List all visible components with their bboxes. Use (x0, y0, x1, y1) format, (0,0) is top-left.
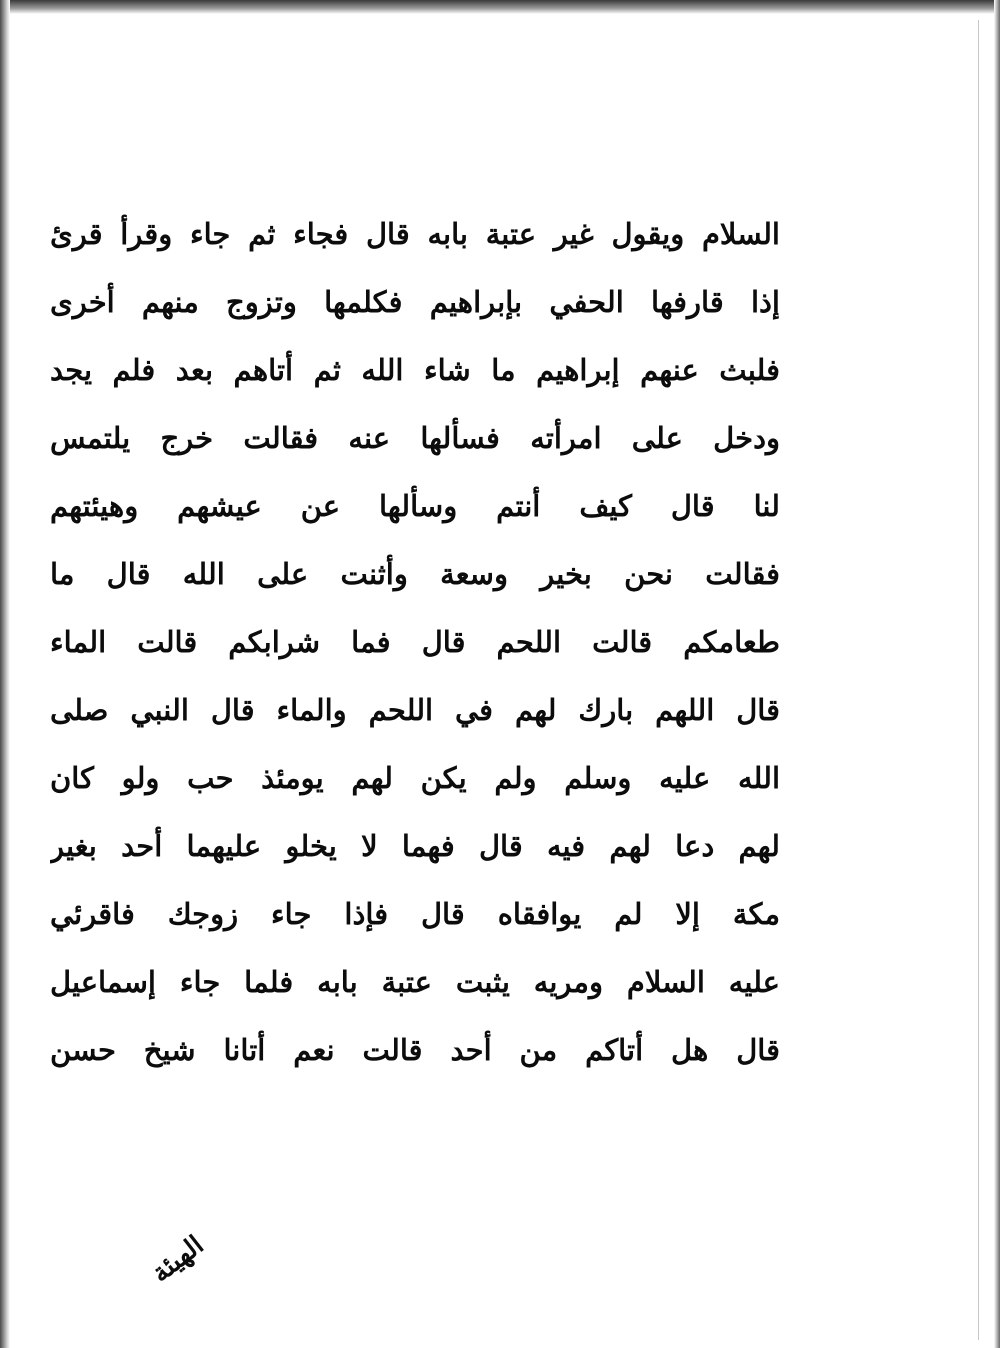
manuscript-line-5: لنا قال كيف أنتم وسألها عن عيشهم وهيئتهم (50, 489, 780, 523)
manuscript-line-9: الله عليه وسلم ولم يكن لهم يومئذ حب ولو كان (50, 761, 780, 795)
manuscript-line-10: لهم دعا لهم فيه قال فهما لا يخلو عليهما أحد بغير (50, 829, 780, 863)
manuscript-line-11: مكة إلا لم يوافقاه قال فإذا جاء زوجك فاقرئي (50, 897, 780, 931)
manuscript-line-2: إذا قارفها الحفي بإبراهيم فكلمها وتزوج منهم أخرى (50, 285, 780, 319)
scan-right-edge (994, 0, 1000, 1348)
manuscript-line-6: فقالت نحن بخير وسعة وأثنت على الله قال ما (50, 557, 780, 591)
manuscript-line-8: قال اللهم بارك لهم في اللحم والماء قال النبي صلى (50, 693, 780, 727)
manuscript-line-12: عليه السلام ومريه يثبت عتبة بابه فلما جاء إسماعيل (50, 965, 780, 999)
manuscript-text-block (50, 200, 780, 1084)
manuscript-line-3: فلبث عنهم إبراهيم ما شاء الله ثم أتاهم بعد فلم يجد (50, 353, 780, 387)
scan-left-edge (0, 0, 10, 1348)
manuscript-line-7: طعامكم قالت اللحم قال فما شرابكم قالت الماء (50, 625, 780, 659)
page-fold (978, 20, 979, 1340)
manuscript-line-13: قال هل أتاكم من أحد قالت نعم أتانا شيخ حسن (50, 1033, 780, 1067)
scan-top-edge (0, 0, 1000, 14)
catchword: الهيئة (146, 1230, 210, 1289)
manuscript-line-4: ودخل على امرأته فسألها عنه فقالت خرج يلتمس (50, 421, 780, 455)
manuscript-line-1: السلام ويقول غير عتبة بابه قال فجاء ثم جاء وقرأ قرئ (50, 217, 780, 251)
